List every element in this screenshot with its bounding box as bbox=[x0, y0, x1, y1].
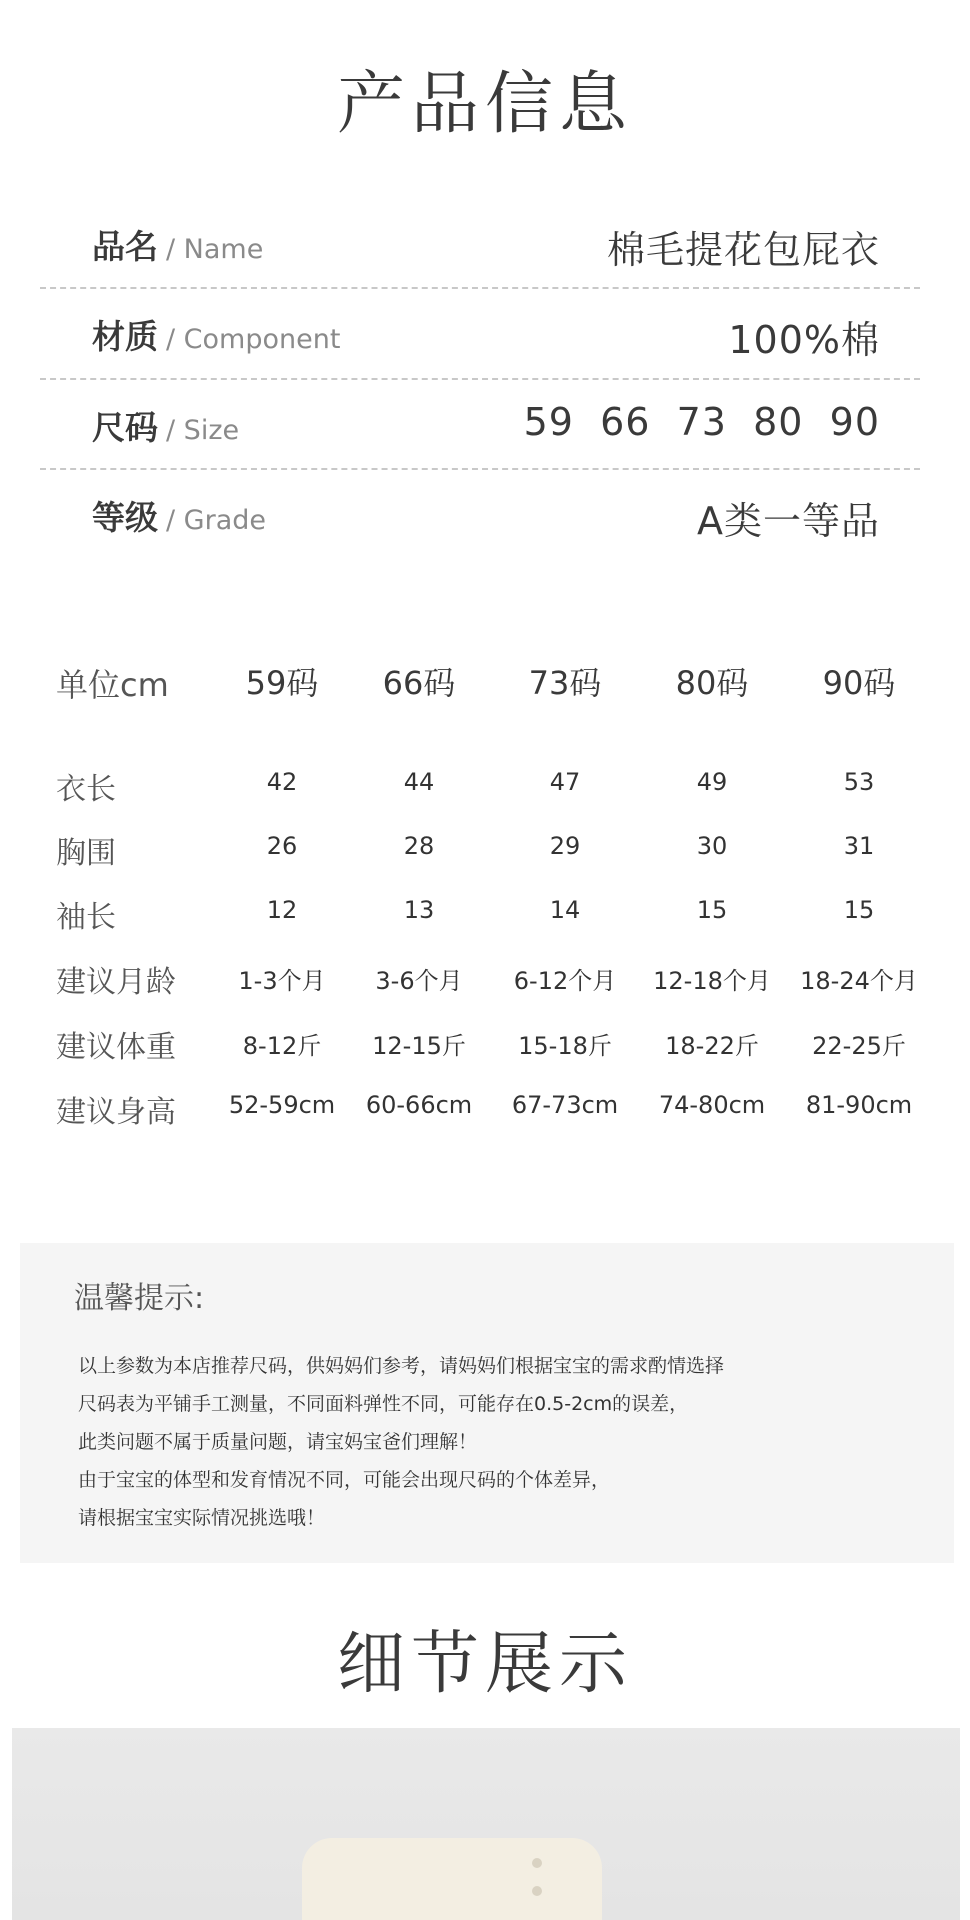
info-label-zh: 尺码 bbox=[92, 408, 158, 447]
product-info-title: 产品信息 bbox=[336, 65, 633, 144]
table-cell: 14 bbox=[549, 896, 581, 924]
table-cell: 47 bbox=[549, 768, 581, 796]
row-label: 建议体重 bbox=[56, 1030, 176, 1065]
table-cell: 30 bbox=[696, 832, 728, 860]
table-cell: 22-25斤 bbox=[812, 1032, 906, 1060]
table-cell: 15-18斤 bbox=[518, 1032, 612, 1060]
info-label bbox=[92, 492, 266, 539]
table-row bbox=[0, 1026, 970, 1076]
table-row bbox=[0, 961, 970, 1011]
garment-button bbox=[532, 1886, 542, 1896]
row-label: 建议身高 bbox=[56, 1095, 176, 1130]
row-label: 建议月龄 bbox=[56, 965, 176, 1000]
info-label-zh: 材质 bbox=[92, 317, 158, 356]
info-label bbox=[92, 311, 340, 358]
table-cell: 15 bbox=[843, 896, 875, 924]
table-row bbox=[0, 768, 970, 818]
table-cell: 52-59cm bbox=[228, 1091, 336, 1119]
table-cell: 6-12个月 bbox=[513, 967, 617, 995]
header-cell: 59码 bbox=[245, 664, 319, 702]
table-cell: 81-90cm bbox=[805, 1091, 913, 1119]
table-row bbox=[0, 1091, 970, 1141]
table-cell: 18-24个月 bbox=[800, 967, 918, 995]
garment-image bbox=[302, 1838, 602, 1920]
table-cell: 18-22斤 bbox=[665, 1032, 759, 1060]
table-cell: 12-18个月 bbox=[653, 967, 771, 995]
table-cell: 49 bbox=[696, 768, 728, 796]
header-unit: 单位cm bbox=[56, 666, 169, 704]
tips-title: 温馨提示: bbox=[74, 1281, 205, 1316]
info-label-en: / Component bbox=[166, 324, 341, 355]
detail-title: 细节展示 bbox=[336, 1625, 633, 1704]
header-cell: 73码 bbox=[528, 664, 602, 702]
info-value: 59 66 73 80 90 bbox=[523, 400, 880, 444]
table-row bbox=[0, 896, 970, 946]
table-cell: 53 bbox=[843, 768, 875, 796]
table-cell: 8-12斤 bbox=[242, 1032, 322, 1060]
info-label-en: / Size bbox=[166, 415, 240, 446]
table-cell: 67-73cm bbox=[511, 1091, 619, 1119]
table-cell: 60-66cm bbox=[365, 1091, 473, 1119]
header-cell: 80码 bbox=[675, 664, 749, 702]
table-cell: 1-3个月 bbox=[238, 967, 326, 995]
header-cell: 66码 bbox=[382, 664, 456, 702]
info-row-component bbox=[40, 285, 920, 375]
table-cell: 28 bbox=[403, 832, 435, 860]
info-value: 棉毛提花包屁衣 bbox=[606, 228, 880, 272]
tips-line: 由于宝宝的体型和发育情况不同，可能会出现尺码的个体差异， bbox=[78, 1469, 611, 1491]
table-cell: 31 bbox=[843, 832, 875, 860]
info-label-zh: 等级 bbox=[92, 498, 158, 537]
info-row-grade bbox=[40, 466, 920, 556]
row-label: 袖长 bbox=[56, 900, 116, 935]
info-label bbox=[92, 402, 239, 449]
info-label-zh: 品名 bbox=[92, 227, 158, 266]
table-cell: 42 bbox=[266, 768, 298, 796]
tips-line: 以上参数为本店推荐尺码，供妈妈们参考，请妈妈们根据宝宝的需求酌情选择 bbox=[78, 1355, 725, 1377]
product-photo bbox=[12, 1728, 960, 1920]
info-label-en: / Name bbox=[166, 234, 264, 265]
garment-button bbox=[532, 1858, 542, 1868]
tips-line: 尺码表为平铺手工测量，不同面料弹性不同，可能存在0.5-2cm的误差， bbox=[78, 1393, 689, 1415]
table-cell: 44 bbox=[403, 768, 435, 796]
tips-box bbox=[20, 1243, 954, 1563]
header-cell: 90码 bbox=[822, 664, 896, 702]
table-cell: 12 bbox=[266, 896, 298, 924]
size-table-header bbox=[0, 664, 970, 714]
row-label: 衣长 bbox=[56, 772, 116, 807]
info-label-en: / Grade bbox=[166, 505, 266, 536]
table-row bbox=[0, 832, 970, 882]
table-cell: 26 bbox=[266, 832, 298, 860]
info-label bbox=[92, 221, 263, 268]
info-value: 100%棉 bbox=[728, 318, 880, 362]
info-value: A类一等品 bbox=[697, 499, 880, 543]
table-cell: 29 bbox=[549, 832, 581, 860]
info-row-name bbox=[40, 195, 920, 285]
tips-line: 请根据宝宝实际情况挑选哦！ bbox=[78, 1507, 326, 1529]
tips-line: 此类问题不属于质量问题，请宝妈宝爸们理解！ bbox=[78, 1431, 478, 1453]
table-cell: 15 bbox=[696, 896, 728, 924]
table-cell: 3-6个月 bbox=[375, 967, 463, 995]
info-row-size bbox=[40, 376, 920, 466]
row-label: 胸围 bbox=[56, 836, 116, 871]
table-cell: 13 bbox=[403, 896, 435, 924]
table-cell: 74-80cm bbox=[658, 1091, 766, 1119]
table-cell: 12-15斤 bbox=[372, 1032, 466, 1060]
